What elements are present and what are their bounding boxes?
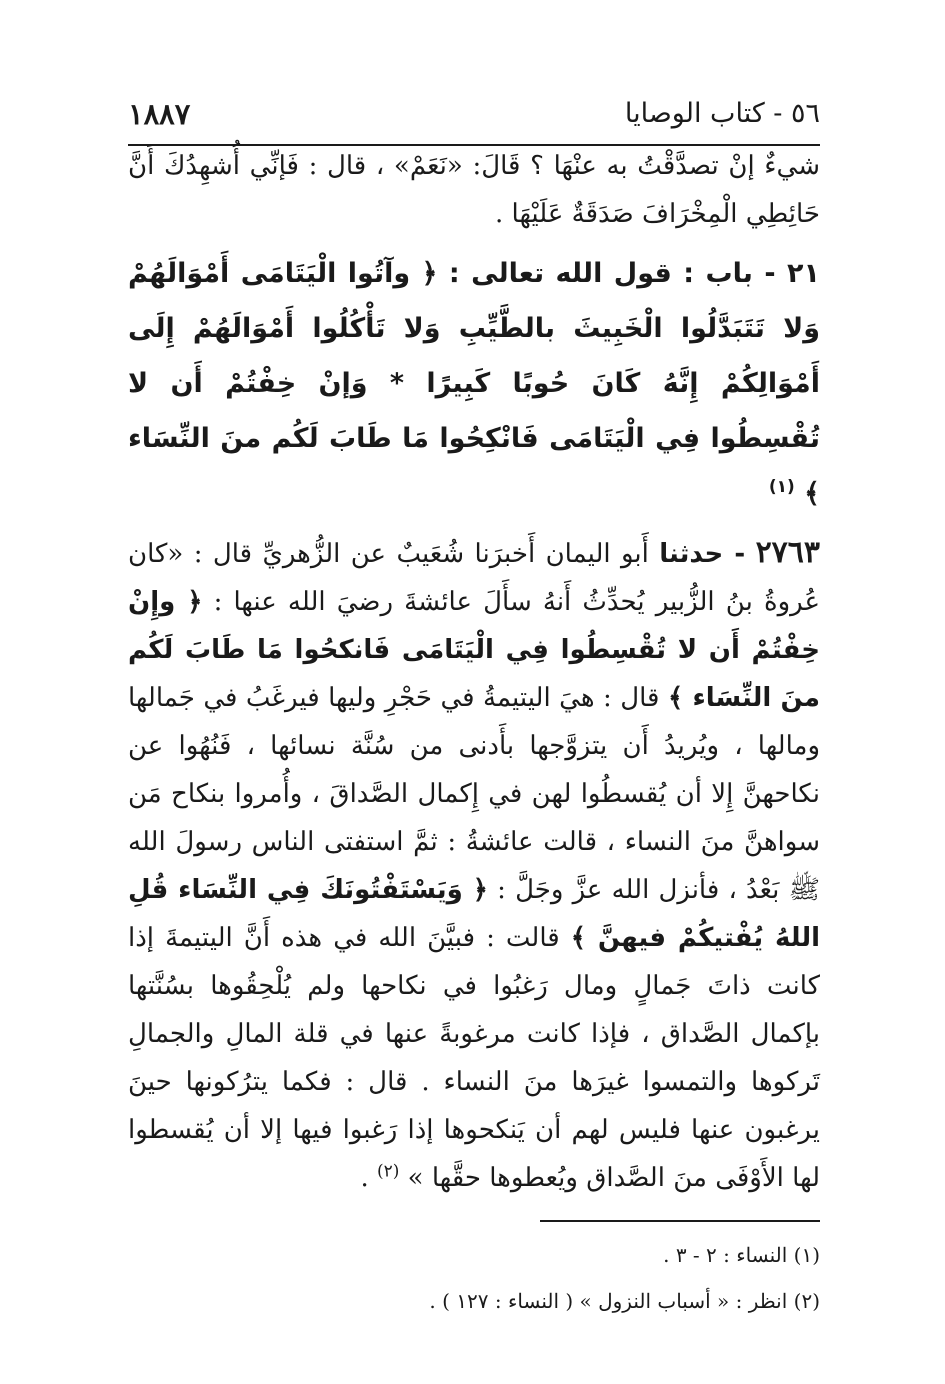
hadith-end: . bbox=[360, 1163, 369, 1193]
hadith-quote-1: ﴿ وإِنْ خِفْتُمْ أَن لا تُقْسِطُوا فِي الْيَتَامَى فَانكحُوا مَا طَابَ لَكُم منَ النِّسَاء ﴾ bbox=[128, 587, 820, 713]
footnote-ref-2: (٢) bbox=[376, 1161, 400, 1182]
hadith-quote-2: ﴿ وَيَسْتَفْتُونَكَ فِي النِّسَاء قُلِ اللهُ يُفْتيكُمْ فيهنَّ ﴾ bbox=[128, 875, 820, 953]
footnote-2: (٢) انظر : « أسباب النزول » ( النساء : ١٢٧ ) . bbox=[429, 1289, 820, 1313]
page-header bbox=[128, 94, 820, 134]
chapter-heading bbox=[128, 246, 820, 521]
footnote-rule bbox=[540, 1220, 820, 1222]
footnote-ref-1: (١) bbox=[768, 477, 795, 497]
footnotes bbox=[128, 1232, 820, 1324]
hadith-text-part1: أَبو اليمان أَخبرَنا شُعَيبٌ عن الزُّهريِّ قال : «كان عُروةُ بنُ الزُّبير يُحدِّثُ أَنهُ سأَلَ عائشةَ رضيَ الله عنها : bbox=[128, 539, 820, 617]
hadith-dash: - bbox=[723, 539, 746, 569]
continuation-text: شيءٌ إنْ تصدَّقْتُ به عنْهَا ؟ قَالَ: «نَعَمْ» ، قال : فَإنِّي أُشهِدُكَ أَنَّ حَائِطِي الْمِخْرَافَ صَدَقَةٌ عَلَيْهَا . bbox=[128, 151, 820, 229]
continuation-paragraph bbox=[128, 142, 820, 238]
footnote-1: (١) النساء : ٢ - ٣ . bbox=[663, 1243, 820, 1267]
body-text bbox=[128, 142, 820, 1202]
hadith-number: ٢٧٦٣ bbox=[755, 535, 821, 570]
page-number: ١٨٨٧ bbox=[128, 97, 191, 131]
chapter-title: ٥٦ - كتاب الوصايا bbox=[624, 98, 820, 129]
hadith-paragraph bbox=[128, 529, 820, 1202]
hadith-intro: حدثنا bbox=[659, 539, 724, 569]
hadith-text-part3: قالت : فبيَّنَ الله في هذه أَنَّ اليتيمةَ إذا كانت ذاتَ جَمالٍ ومال رَغبُوا في نكاحها ولم يُلْحِقُوها بسُنَّتها بإكمال الصَّداق ، فإذا كانت مرغوبةً عنها في قلة المالِ والجمالِ تَركوها والتمسوا غيرَها منَ النساء . قال : فكما يترُكونها حينَ يرغبون عنها فليس لهم أن يَنكحوها إذا رَغبوا فيها إلا أن يُقسطوا لها الأَوْفَى منَ الصَّداق ويُعطوها حقَّها » bbox=[128, 923, 820, 1193]
chapter-heading-text: ٢١ - باب : قول الله تعالى : ﴿ وآتُوا الْيَتَامَى أَمْوَالَهُمْ وَلا تَتَبَدَّلُوا الْخَبِيثَ بالطَّيِّبِ وَلا تَأْكُلُوا أَمْوَالَهُمْ إِلَى أَمْوَالِكُمْ إِنَّهُ كَانَ حُوبًا كَبِيرًا * وَإنْ خِفْتُمْ أَن لا تُقْسِطُوا فِي الْيَتَامَى فَانْكِحُوا مَا طَابَ لَكُم منَ النِّسَاء ﴾ bbox=[128, 258, 820, 509]
hadith-text-part2: قال : هيَ اليتيمةُ في حَجْرِ وليها فيرغَبُ في جَمالها ومالها ، ويُريدُ أَن يتزوَّجها بأَدنى من سُنَّة نسائها ، فَنُهُوا عن نكاحهنَّ إِلا أن يُقسطُوا لهن في إِكمال الصَّداقَ ، وأُمروا بنكاح مَن سواهنَّ منَ النساء ، قالت عائشةُ : ثمَّ استفتى الناس رسولَ الله ﷺ بَعْدُ ، فأنزل الله عزَّ وجَلَّ : bbox=[128, 683, 820, 905]
document-page bbox=[128, 80, 820, 1320]
